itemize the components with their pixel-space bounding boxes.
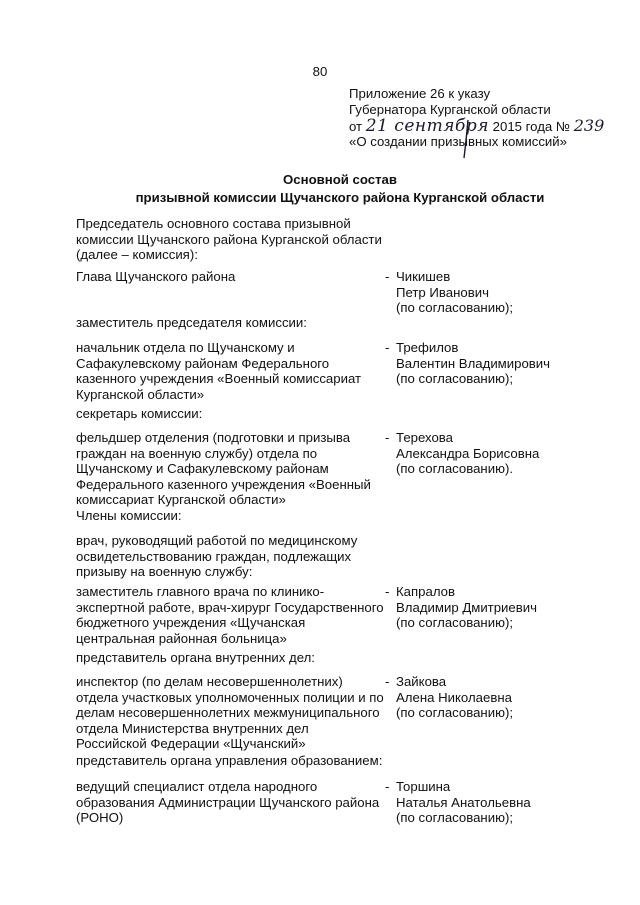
document-title-line-1: Основной состав [283, 172, 397, 187]
member-position-line: образования Администрации Щучанского района [76, 794, 380, 810]
dash-separator: - [385, 674, 390, 689]
member-surname: Капралов [396, 584, 456, 599]
member-surname: Терехова [396, 430, 453, 445]
section-text-line: представитель органа внутренних дел: [76, 650, 315, 665]
document-title-line-2: призывной комиссии Щучанского района Курганской области [135, 190, 545, 205]
member-position-line: (РОНО) [76, 810, 124, 826]
member-position-line: делам несовершеннолетних межмуниципального [76, 705, 380, 721]
handwritten-number: 239 [573, 116, 605, 135]
section-text-line: секретарь комиссии: [76, 406, 203, 421]
section-text-line: врач, руководящий работой по медицинскому [76, 533, 358, 548]
dash-separator: - [385, 340, 390, 355]
member-agreement-note: (по согласованию). [396, 461, 514, 477]
member-position-line: Федерального казенного учреждения «Военный [76, 476, 371, 492]
member-position-line: бюджетного учреждения «Щучанская [76, 615, 306, 631]
member-position-line: казенного учреждения «Военный комиссариат [76, 371, 362, 387]
section-text-line: представитель органа управления образованием: [76, 753, 383, 768]
member-surname: Зайкова [396, 674, 447, 689]
section-text-line: (далее – комиссия): [76, 247, 198, 263]
member-position-line: Глава Щучанского района [76, 269, 236, 284]
appendix-line-4: «О создании призывных комиссий» [349, 134, 567, 149]
member-agreement-note: (по согласованию); [396, 615, 514, 631]
section-text-line: освидетельствованию граждан, подлежащих [76, 548, 352, 564]
member-surname: Торшина [396, 779, 451, 794]
member-position-line: экспертной работе, врач-хирург Государственного [76, 599, 384, 615]
page-number: 80 [312, 64, 328, 79]
member-agreement-note: (по согласованию); [396, 300, 514, 316]
member-agreement-note: (по согласованию); [396, 371, 514, 387]
member-agreement-note: (по согласованию); [396, 810, 514, 826]
member-surname: Чикишев [396, 269, 451, 284]
member-position-line: центральная районная больница» [76, 630, 287, 646]
member-surname: Трефилов [396, 340, 459, 355]
member-position-line: фельдшер отделения (подготовки и призыва [76, 430, 351, 445]
member-given-names: Владимир Дмитриевич [396, 599, 537, 615]
date-suffix: 2015 года № [492, 119, 571, 134]
section-text-line: призыву на военную службу: [76, 564, 253, 580]
member-position-line: отдела участковых уполномоченных полиции и по [76, 689, 384, 705]
member-agreement-note: (по согласованию); [396, 705, 514, 721]
dash-separator: - [385, 430, 390, 445]
member-position-line: инспектор (по делам несовершеннолетних) [76, 674, 343, 689]
member-position-line: Щучанскому и Сафакулевскому районам [76, 461, 329, 477]
member-position-line: начальник отдела по Щучанскому и [76, 340, 295, 355]
member-position-line: заместитель главного врача по клинико- [76, 584, 325, 599]
member-position-line: граждан на военную службу) отдела по [76, 445, 318, 461]
appendix-line-1: Приложение 26 к указу [349, 86, 491, 101]
member-position-line: Российской Федерации «Щучанский» [76, 736, 306, 752]
member-given-names: Александра Борисовна [396, 445, 540, 461]
dash-separator: - [385, 779, 390, 794]
member-position-line: Сафакулевскому районам Федерального [76, 355, 330, 371]
member-position-line: комиссариат Курганской области» [76, 492, 286, 508]
handwritten-date: 21 сентября [365, 116, 489, 136]
member-position-line: отдела Министерства внутренних дел [76, 720, 309, 736]
member-position-line: Курганской области» [76, 386, 205, 402]
member-given-names: Валентин Владимирович [396, 355, 551, 371]
appendix-line-2: Губернатора Курганской области [349, 102, 551, 117]
section-text-line: комиссии Щучанского района Курганской области [76, 231, 382, 247]
section-text-line: Члены комиссии: [76, 508, 182, 523]
dash-separator: - [385, 269, 390, 284]
member-given-names: Петр Иванович [396, 284, 489, 300]
member-given-names: Алена Николаевна [396, 689, 512, 705]
section-text-line: заместитель председателя комиссии: [76, 315, 307, 330]
section-text-line: Председатель основного состава призывной [76, 216, 351, 231]
member-position-line: ведущий специалист отдела народного [76, 779, 318, 794]
signature-stroke-icon [458, 118, 478, 160]
date-prefix: от [349, 119, 363, 134]
dash-separator: - [385, 584, 390, 599]
member-given-names: Наталья Анатольевна [396, 794, 531, 810]
